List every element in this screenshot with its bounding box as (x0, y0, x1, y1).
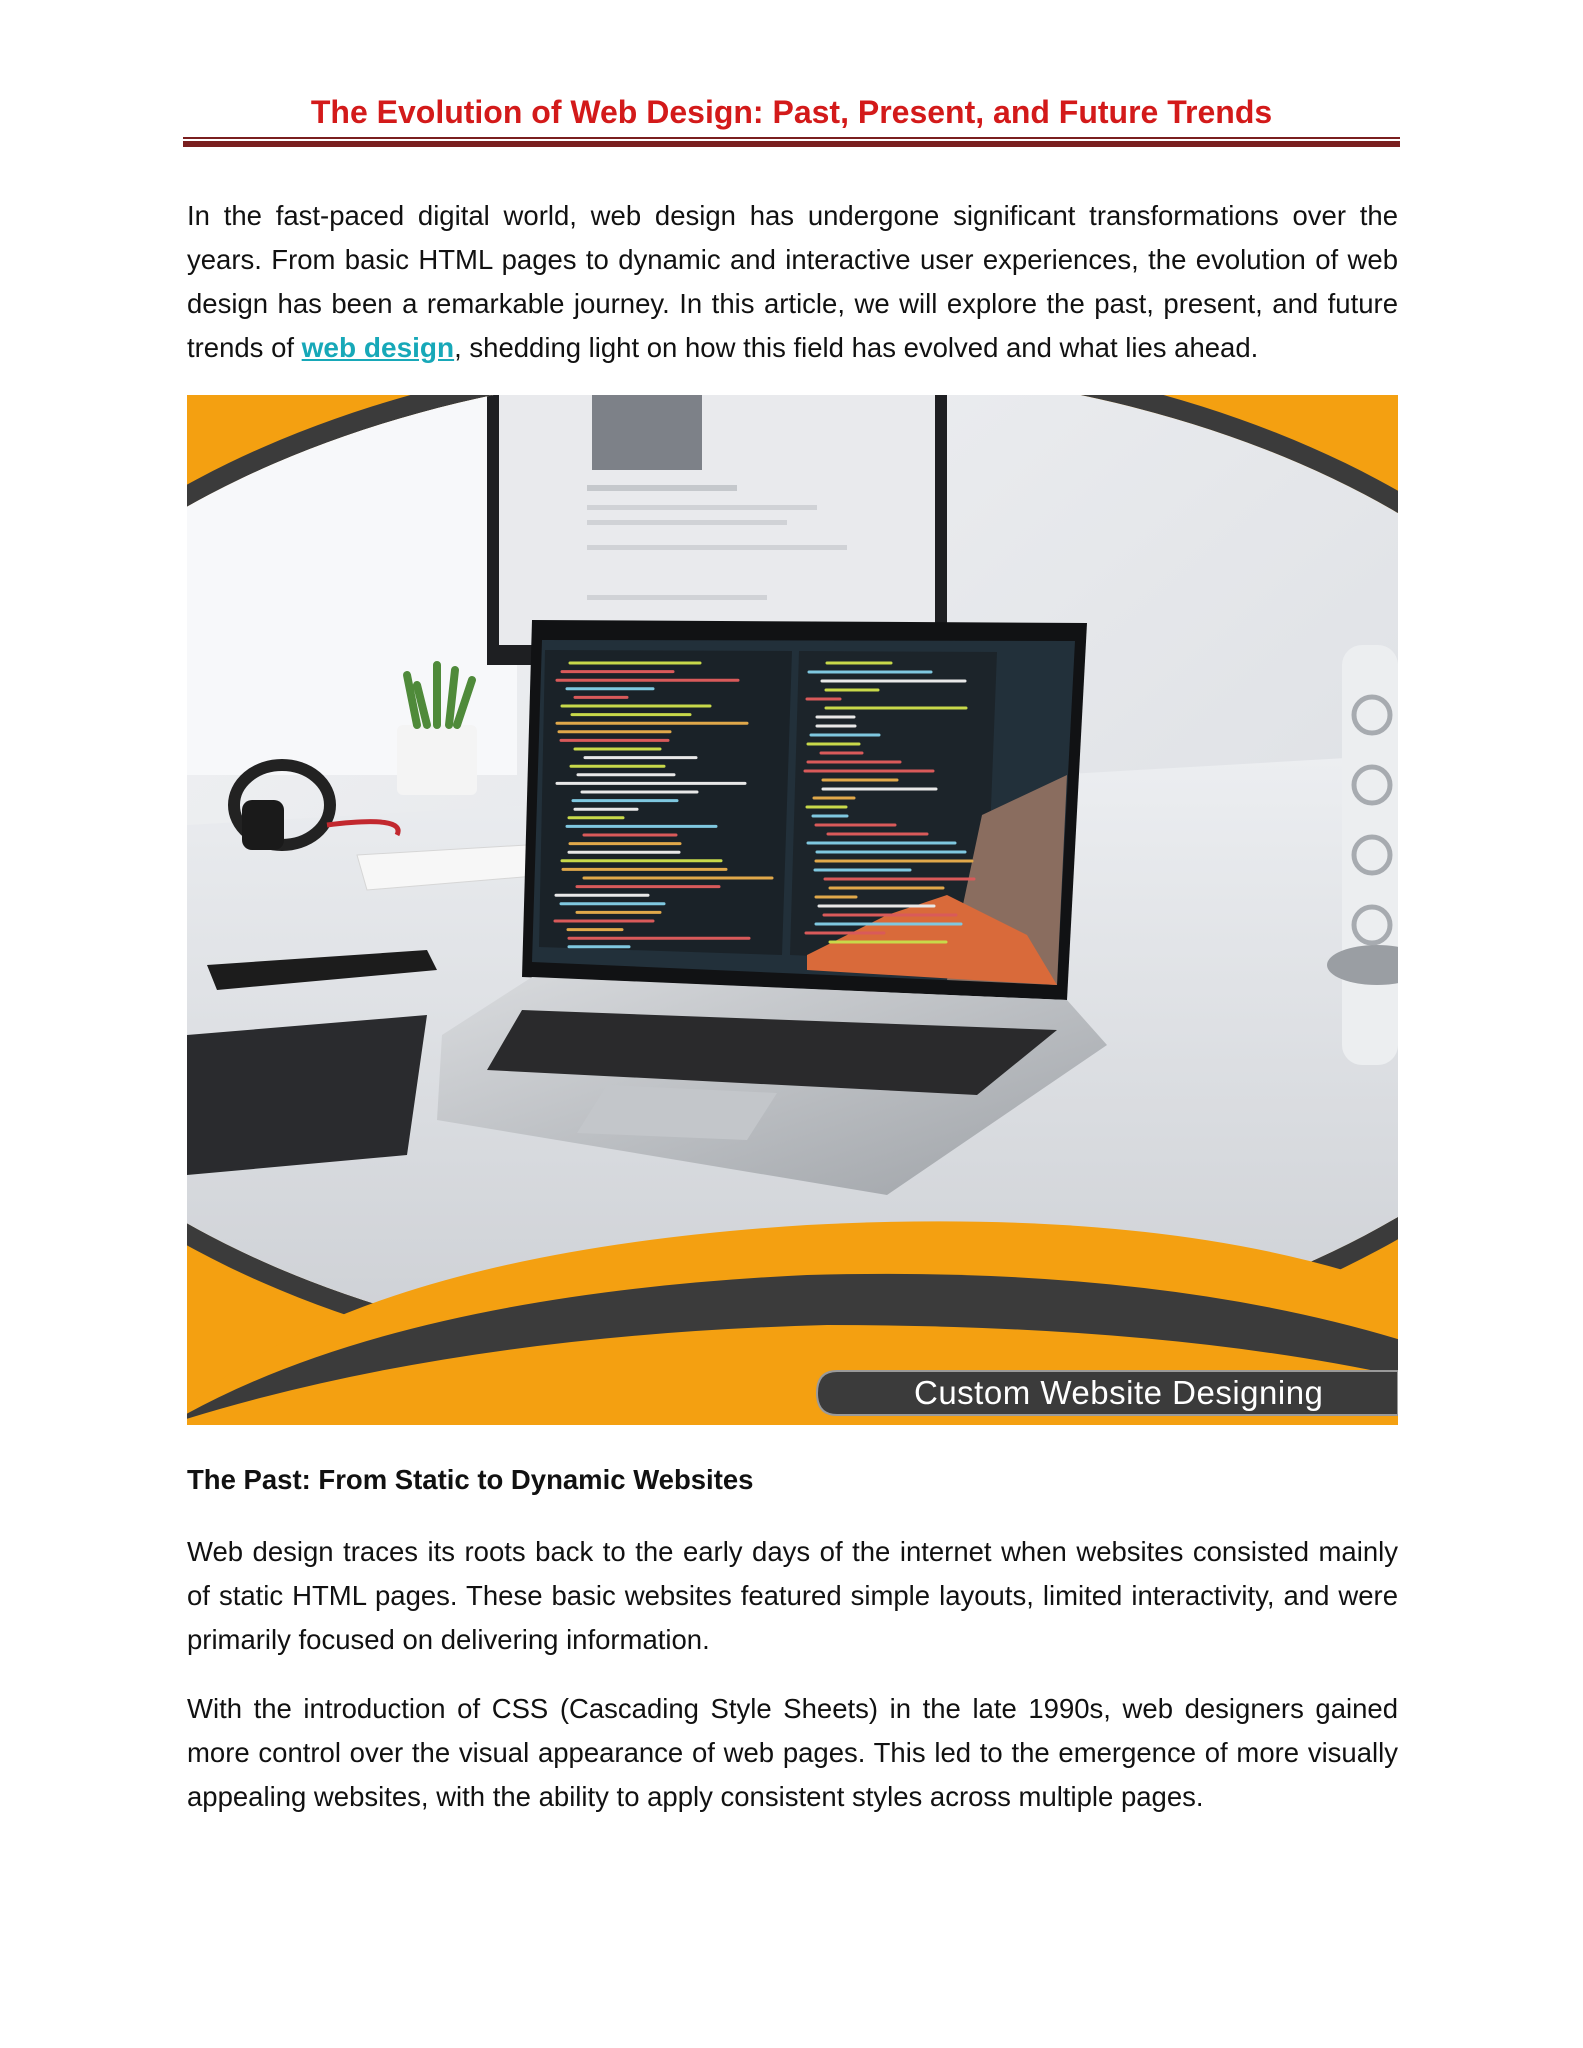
intro-text-after-link: , shedding light on how this field has evolved and what lies ahead. (454, 332, 1259, 363)
title-rule-thick (183, 141, 1400, 147)
intro-text-before-link: In the fast-paced digital world, web design has undergone significant transformations over the years. From basic HTML pages to dynamic and interactive user experiences, the evolution of web design has been a remarkable journey. In this article, we will explore the past, present, and future trends of (187, 200, 1398, 363)
intro-paragraph (187, 194, 1398, 370)
hero-image (187, 395, 1398, 1425)
title-rule-thin (183, 137, 1400, 139)
badge-label: Custom Website Designing (914, 1374, 1324, 1411)
past-paragraph-1: Web design traces its roots back to the early days of the internet when websites consisted mainly of static HTML pages. These basic websites featured simple layouts, limited interactivity, and were primarily focused on delivering information. (187, 1536, 1398, 1655)
web-design-link[interactable]: web design (301, 332, 455, 363)
page-title: The Evolution of Web Design: Past, Present, and Future Trends (310, 94, 1273, 130)
section-heading-past: The Past: From Static to Dynamic Websites (187, 1464, 754, 1495)
past-paragraph-2: With the introduction of CSS (Cascading Style Sheets) in the late 1990s, web designers gained more control over the visual appearance of web pages. This led to the emergence of more visually appealing websites, with the ability to apply consistent styles across multiple pages. (187, 1693, 1398, 1812)
custom-website-designing-badge (817, 1371, 1398, 1415)
